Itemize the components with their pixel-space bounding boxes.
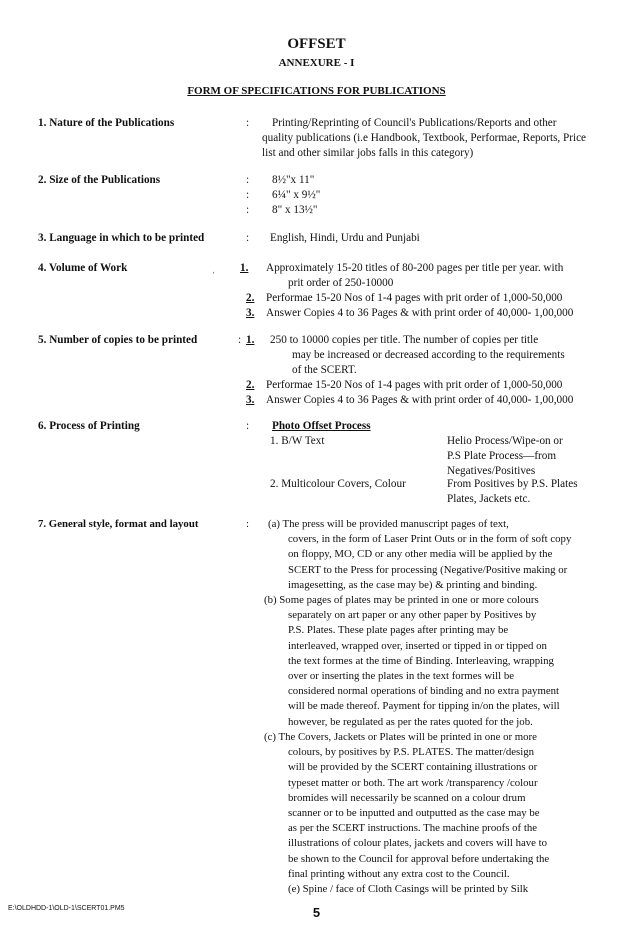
clause-line: (e) Spine / face of Cloth Casings will be printed by Silk bbox=[288, 883, 529, 896]
clause-line: will be provided by the SCERT containing illustrations or bbox=[288, 761, 538, 774]
section-label: 5. Number of copies to be printed bbox=[38, 334, 198, 346]
process-row-right bbox=[447, 477, 622, 507]
clause-line: final printing without any extra cost to the Council. bbox=[288, 867, 510, 880]
process-line: Plates, Jackets etc. bbox=[447, 493, 531, 505]
clause-line: will be made thereof. Payment for tipping in/on the plates, will bbox=[288, 700, 560, 713]
clause-a bbox=[268, 517, 613, 593]
colon: : bbox=[246, 420, 250, 432]
clause-line: covers, in the form of Laser Print Outs or in the form of soft copy bbox=[288, 533, 572, 546]
item-text bbox=[270, 333, 610, 378]
process-heading-text: Photo Offset Process bbox=[272, 420, 371, 432]
clause-line: the text formes at the time of Binding. Interleaving, wrapping bbox=[288, 654, 554, 667]
stray-mark: ˌ bbox=[212, 263, 216, 274]
process-row-right bbox=[447, 434, 617, 479]
item-line: prit order of 250-10000 bbox=[288, 277, 394, 289]
colon: : bbox=[246, 117, 250, 129]
process-row-left: 1. B/W Text bbox=[270, 435, 325, 447]
clause-b bbox=[264, 593, 609, 730]
section-label: 3. Language in which to be printed bbox=[38, 232, 205, 244]
clause-line: imagesetting, as the case may be) & printing and binding. bbox=[288, 578, 538, 591]
clause-line: (c) The Covers, Jackets or Plates will be printed in one or more bbox=[264, 731, 537, 743]
footer-file-path: E:\OLDHDD-1\OLD-1\SCERT01.PM5 bbox=[8, 905, 125, 912]
colon: : bbox=[246, 518, 249, 530]
page-number: 5 bbox=[312, 905, 321, 920]
clause-line: SCERT to the Press for processing (Negative/Positive making or bbox=[288, 563, 568, 576]
colon: : bbox=[246, 174, 250, 186]
size-item: 6¼" x 9½" bbox=[272, 189, 321, 201]
page-title: OFFSET bbox=[287, 36, 346, 52]
item-number: 2. bbox=[246, 292, 255, 304]
colon: : bbox=[246, 204, 250, 216]
item-line: Approximately 15-20 titles of 80-200 pages per title per year. with bbox=[266, 262, 564, 274]
clause-line: (a) The press will be provided manuscript pages of text, bbox=[268, 518, 509, 530]
process-line: From Positives by P.S. Plates bbox=[447, 478, 578, 490]
clause-line: bromides will necessarily be scanned on a colour drum bbox=[288, 791, 526, 804]
clause-line: separately on art paper or any other paper by Positives by bbox=[288, 609, 537, 622]
clause-line: illustrations of colour plates, jackets and covers will have to bbox=[288, 837, 548, 850]
clause-line: considered normal operations of binding and no extra payment bbox=[288, 685, 560, 698]
process-line: P.S Plate Process—from bbox=[447, 450, 557, 462]
section-label: 6. Process of Printing bbox=[38, 420, 140, 432]
section-label: 4. Volume of Work bbox=[38, 262, 128, 274]
item-text: Answer Copies 4 to 36 Pages & with print order of 40,000- 1,00,000 bbox=[266, 394, 574, 406]
item-number: 1. bbox=[246, 334, 255, 346]
clause-line: (b) Some pages of plates may be printed in one or more colours bbox=[264, 594, 539, 606]
clause-line: as per the SCERT instructions. The machine proofs of the bbox=[288, 822, 538, 835]
item-text bbox=[266, 261, 606, 291]
item-number: 2. bbox=[246, 379, 255, 391]
section-body bbox=[272, 173, 602, 218]
item-text: Performae 15-20 Nos of 1-4 pages with prit order of 1,000-50,000 bbox=[266, 379, 563, 391]
clause-line: P.S. Plates. These plate pages after printing may be bbox=[288, 624, 509, 637]
section-body: English, Hindi, Urdu and Punjabi bbox=[270, 232, 420, 244]
clause-line: on floppy, MO, CD or any other media will be applied by the bbox=[288, 548, 553, 561]
process-line: Helio Process/Wipe-on or bbox=[447, 435, 563, 447]
item-text: Answer Copies 4 to 36 Pages & with print order of 40,000- 1,00,000 bbox=[266, 307, 574, 319]
annexure-heading: ANNEXURE - I bbox=[278, 57, 355, 69]
clause-line: interleaved, wrapped over, inserted or tipped in or tipped on bbox=[288, 639, 547, 652]
colon: : bbox=[238, 334, 242, 346]
clause-line: colours, by positives by P.S. PLATES. The matter/design bbox=[288, 746, 535, 759]
clause-line: over or inserting the plates in the text formes will be bbox=[288, 670, 515, 683]
item-number: 3. bbox=[246, 394, 255, 406]
body-line: quality publications (i.e Handbook, Textbook, Performae, Reports, Price bbox=[262, 132, 586, 144]
section-body bbox=[262, 116, 607, 161]
section-label: 2. Size of the Publications bbox=[38, 174, 161, 186]
size-item: 8½"x 11" bbox=[272, 174, 315, 186]
clause-line: typeset matter or both. The art work /transparency /colour bbox=[288, 776, 538, 789]
size-item: 8" x 13½" bbox=[272, 204, 318, 216]
item-line: of the SCERT. bbox=[292, 364, 357, 376]
clause-line: however, be regulated as per the rates quoted for the job. bbox=[288, 715, 533, 728]
body-line: list and other similar jobs falls in this category) bbox=[262, 147, 474, 159]
item-text: Performae 15-20 Nos of 1-4 pages with prit order of 1,000-50,000 bbox=[266, 292, 563, 304]
item-line: may be increased or decreased according to the requirements bbox=[292, 349, 565, 361]
clause-c bbox=[264, 730, 609, 897]
form-title: FORM OF SPECIFICATIONS FOR PUBLICATIONS bbox=[187, 85, 446, 97]
process-line: Negatives/Positives bbox=[447, 465, 536, 477]
colon: : bbox=[246, 232, 250, 244]
item-number: 3. bbox=[246, 307, 255, 319]
item-number: 1. bbox=[240, 262, 249, 274]
section-label: 1. Nature of the Publications bbox=[38, 117, 175, 129]
process-heading bbox=[272, 419, 602, 434]
colon: : bbox=[246, 189, 250, 201]
item-line: 250 to 10000 copies per title. The number of copies per title bbox=[270, 334, 539, 346]
process-row-left: 2. Multicolour Covers, Colour bbox=[270, 478, 406, 490]
clause-line: scanner or to be inputted and outputted as the case may be bbox=[288, 807, 540, 820]
clause-line: be shown to the Council for approval before undertaking the bbox=[288, 852, 550, 865]
section-label: 7. General style, format and layout bbox=[38, 518, 199, 530]
body-line: Printing/Reprinting of Council's Publications/Reports and other bbox=[272, 117, 557, 129]
